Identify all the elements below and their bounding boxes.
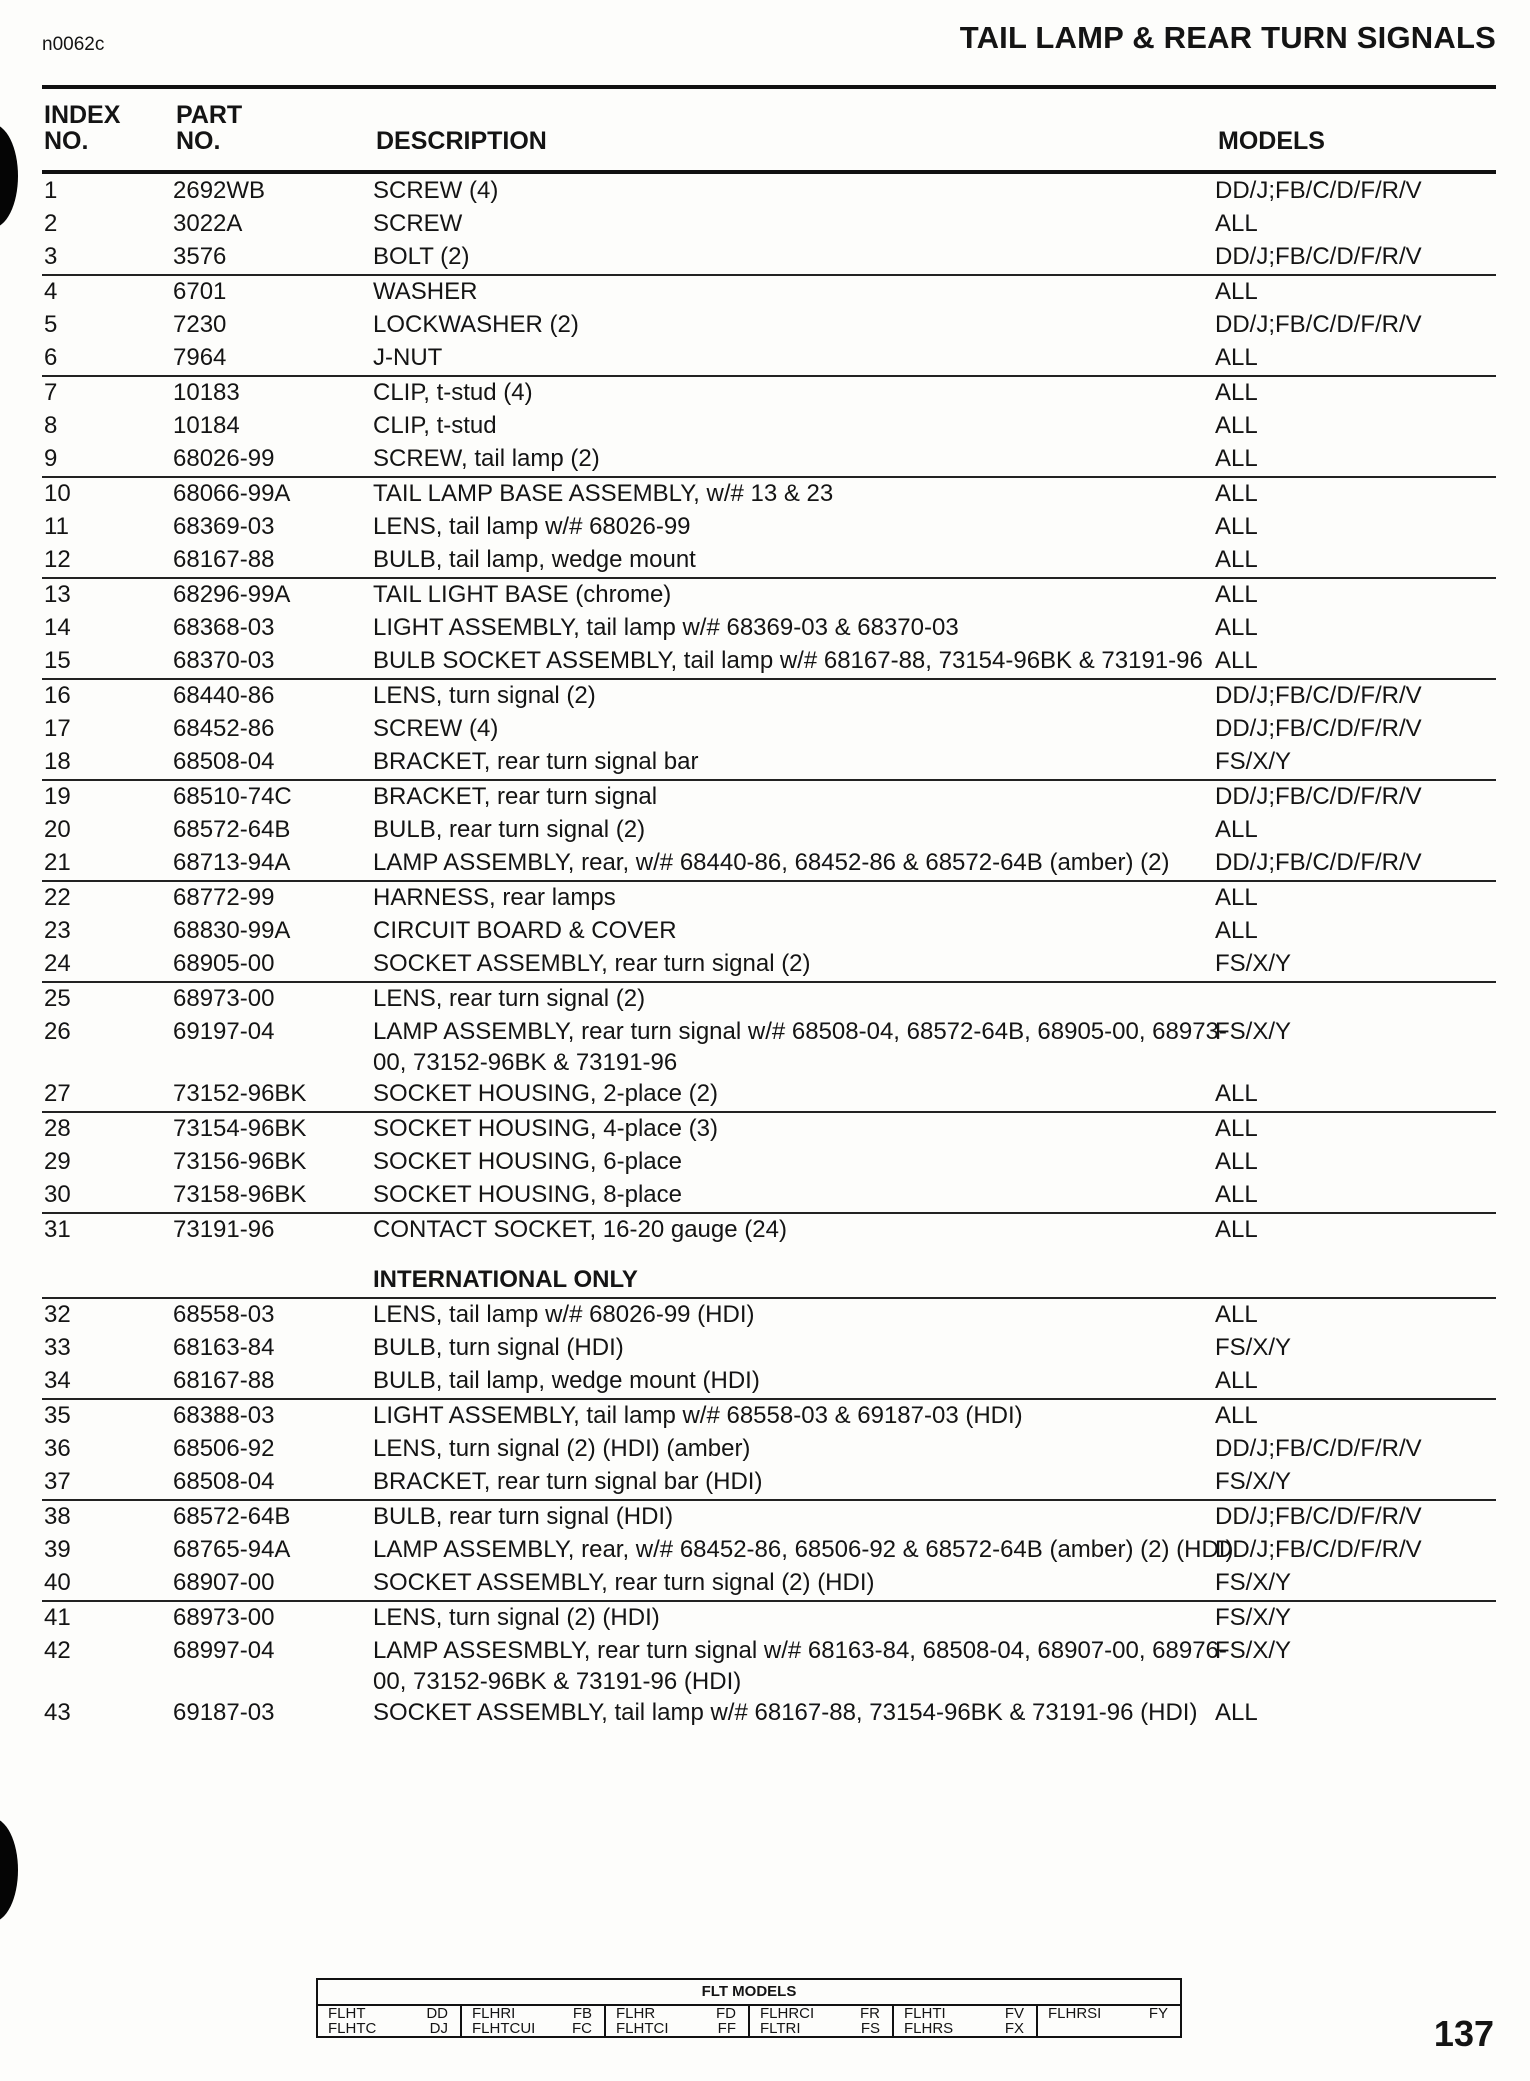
legend-model-name: FLHTI: [904, 2005, 946, 2022]
models: FS/X/Y: [1215, 748, 1292, 775]
description: CIRCUIT BOARD & COVER: [373, 917, 677, 944]
description: J-NUT: [373, 344, 443, 371]
part-no: 10184: [173, 412, 240, 439]
flt-models-legend: [316, 1978, 1182, 2038]
description: CLIP, t-stud: [373, 412, 497, 439]
description: SCREW, tail lamp (2): [373, 445, 600, 472]
index-no: 30: [44, 1181, 71, 1208]
part-no: 73154-96BK: [173, 1115, 307, 1142]
part-no: 3022A: [173, 210, 243, 237]
table-row: [42, 476, 1496, 511]
part-no: 68066-99A: [173, 480, 291, 507]
index-no: 41: [44, 1604, 71, 1631]
legend-model-code: FX: [1004, 2020, 1024, 2037]
col-description-header: DESCRIPTION: [376, 127, 547, 155]
index-no: 32: [44, 1301, 71, 1328]
part-no: 7230: [173, 311, 227, 338]
models: DD/J;FB/C/D/F/R/V: [1215, 1435, 1422, 1462]
table-row: [42, 1111, 1496, 1146]
description: LAMP ASSEMBLY, rear turn signal w/# 68508-04, 68572-64B, 68905-00, 68973-00, 73152-96BK & 73191-96: [373, 1018, 1227, 1076]
legend-model-code: FB: [572, 2005, 592, 2022]
legend-model-code: DD: [426, 2005, 448, 2022]
description: LAMP ASSESMBLY, rear turn signal w/# 68163-84, 68508-04, 68907-00, 68976-00, 73152-96BK & 73191-96 (HDI): [373, 1637, 1227, 1695]
models: FS/X/Y: [1215, 1569, 1292, 1596]
index-no: 7: [44, 379, 58, 406]
header-rule: [42, 170, 1496, 174]
index-no: 12: [44, 546, 71, 573]
table-row: [42, 1332, 1496, 1365]
models: ALL: [1215, 581, 1258, 608]
table-row: [42, 1146, 1496, 1179]
part-no: 68370-03: [173, 647, 275, 674]
description: SOCKET HOUSING, 6-place: [373, 1148, 682, 1175]
part-no: 68907-00: [173, 1569, 275, 1596]
index-no: 29: [44, 1148, 71, 1175]
table-row: [42, 1433, 1496, 1466]
legend-model-name: FLTRI: [760, 2020, 801, 2037]
index-no: 22: [44, 884, 71, 911]
legend-cell: [892, 2006, 1036, 2038]
description: TAIL LIGHT BASE (chrome): [373, 581, 672, 608]
binder-hole-top: [0, 124, 18, 228]
description: BRACKET, rear turn signal: [373, 783, 658, 810]
part-no: 73156-96BK: [173, 1148, 307, 1175]
table-row: [42, 342, 1496, 375]
index-no: 26: [44, 1018, 71, 1045]
legend-model-name: FLHRS: [904, 2020, 954, 2037]
table-row: [42, 1635, 1496, 1697]
part-no: 68167-88: [173, 546, 275, 573]
table-row: [42, 1600, 1496, 1635]
table-row: [42, 645, 1496, 678]
part-no: 2692WB: [173, 177, 266, 204]
models: ALL: [1215, 1216, 1258, 1243]
table-row: [42, 1567, 1496, 1600]
models: FS/X/Y: [1215, 1468, 1292, 1495]
part-no: 68508-04: [173, 748, 275, 775]
description: LAMP ASSEMBLY, rear, w/# 68440-86, 68452-86 & 68572-64B (amber) (2): [373, 849, 1170, 876]
models: ALL: [1215, 884, 1258, 911]
index-no: 20: [44, 816, 71, 843]
table-row: [42, 309, 1496, 342]
description: WASHER: [373, 278, 478, 305]
legend-cell: [1036, 2006, 1180, 2038]
table-row: [42, 443, 1496, 476]
index-no: 14: [44, 614, 71, 641]
part-no: 68997-04: [173, 1637, 275, 1664]
legend-model-code: FV: [1004, 2005, 1024, 2022]
models: FS/X/Y: [1215, 1018, 1292, 1045]
part-no: 68558-03: [173, 1301, 275, 1328]
description: SCREW (4): [373, 177, 499, 204]
description: CLIP, t-stud (4): [373, 379, 533, 406]
part-no: 68830-99A: [173, 917, 291, 944]
index-no: 43: [44, 1699, 71, 1726]
models: ALL: [1215, 1699, 1258, 1726]
part-no: 73152-96BK: [173, 1080, 307, 1107]
table-row: [42, 746, 1496, 779]
index-no: 5: [44, 311, 58, 338]
description: TAIL LAMP BASE ASSEMBLY, w/# 13 & 23: [373, 480, 834, 507]
models: DD/J;FB/C/D/F/R/V: [1215, 1503, 1422, 1530]
index-no: 21: [44, 849, 71, 876]
index-no: 27: [44, 1080, 71, 1107]
models: ALL: [1215, 1301, 1258, 1328]
legend-model-name: FLHRI: [472, 2005, 516, 2022]
description: SOCKET ASSEMBLY, rear turn signal (2) (HDI): [373, 1569, 875, 1596]
models: ALL: [1215, 1148, 1258, 1175]
section-title: INTERNATIONAL ONLY: [373, 1266, 638, 1293]
part-no: 69187-03: [173, 1699, 275, 1726]
legend-model-code: FR: [860, 2005, 880, 2022]
models: DD/J;FB/C/D/F/R/V: [1215, 243, 1422, 270]
description: LENS, turn signal (2) (HDI) (amber): [373, 1435, 751, 1462]
models: ALL: [1215, 278, 1258, 305]
legend-model-name: FLHT: [328, 2005, 366, 2022]
part-no: 68510-74C: [173, 783, 292, 810]
index-no: 37: [44, 1468, 71, 1495]
description: LIGHT ASSEMBLY, tail lamp w/# 68369-03 & 68370-03: [373, 614, 959, 641]
table-row: [42, 1179, 1496, 1212]
description: BRACKET, rear turn signal bar: [373, 748, 699, 775]
part-no: 68368-03: [173, 614, 275, 641]
models: ALL: [1215, 1402, 1258, 1429]
index-no: 15: [44, 647, 71, 674]
models: DD/J;FB/C/D/F/R/V: [1215, 849, 1422, 876]
index-no: 34: [44, 1367, 71, 1394]
models: ALL: [1215, 1115, 1258, 1142]
parts-table-body: [42, 175, 1496, 1730]
models: FS/X/Y: [1215, 1604, 1292, 1631]
legend-cell: [318, 2006, 460, 2038]
part-no: 68167-88: [173, 1367, 275, 1394]
description: LENS, turn signal (2): [373, 682, 596, 709]
index-no: 28: [44, 1115, 71, 1142]
table-row: [42, 981, 1496, 1016]
col-index-header: INDEX NO.: [44, 101, 121, 155]
models: FS/X/Y: [1215, 1334, 1292, 1361]
table-row: [42, 241, 1496, 274]
models: ALL: [1215, 614, 1258, 641]
legend-cell: [748, 2006, 892, 2038]
page-code: n0062c: [42, 34, 105, 55]
legend-model-code: FS: [860, 2020, 880, 2037]
legend-model-code: FC: [572, 2020, 592, 2037]
table-row: [42, 577, 1496, 612]
legend-model-name: FLHR: [616, 2005, 656, 2022]
legend-model-name: FLHTCUI: [472, 2020, 536, 2037]
models: ALL: [1215, 210, 1258, 237]
part-no: 69197-04: [173, 1018, 275, 1045]
index-no: 10: [44, 480, 71, 507]
table-row: [42, 511, 1496, 544]
description: CONTACT SOCKET, 16-20 gauge (24): [373, 1216, 787, 1243]
table-row: [42, 1534, 1496, 1567]
description: BULB, tail lamp, wedge mount (HDI): [373, 1367, 760, 1394]
table-row: [42, 779, 1496, 814]
models: ALL: [1215, 546, 1258, 573]
index-no: 39: [44, 1536, 71, 1563]
table-row: [42, 175, 1496, 208]
models: ALL: [1215, 1181, 1258, 1208]
legend-cell: [604, 2006, 748, 2038]
table-row: [42, 1365, 1496, 1398]
models: FS/X/Y: [1215, 1637, 1292, 1664]
models: DD/J;FB/C/D/F/R/V: [1215, 311, 1422, 338]
description: SOCKET HOUSING, 8-place: [373, 1181, 682, 1208]
binder-hole-bottom: [0, 1818, 18, 1922]
legend-cells: [318, 2006, 1180, 2038]
table-row: [42, 612, 1496, 645]
models: ALL: [1215, 816, 1258, 843]
part-no: 68452-86: [173, 715, 275, 742]
part-no: 68973-00: [173, 1604, 275, 1631]
part-no: 68508-04: [173, 1468, 275, 1495]
table-row: [42, 1297, 1496, 1332]
description: HARNESS, rear lamps: [373, 884, 616, 911]
description: LENS, rear turn signal (2): [373, 985, 646, 1012]
description: LAMP ASSEMBLY, rear, w/# 68452-86, 68506-92 & 68572-64B (amber) (2) (HDI): [373, 1536, 1234, 1563]
index-no: 3: [44, 243, 58, 270]
page-number: 137: [1433, 2013, 1494, 2054]
part-no: 68026-99: [173, 445, 275, 472]
description: SOCKET ASSEMBLY, tail lamp w/# 68167-88, 73154-96BK & 73191-96 (HDI): [373, 1699, 1198, 1726]
description: SCREW (4): [373, 715, 499, 742]
models: DD/J;FB/C/D/F/R/V: [1215, 783, 1422, 810]
models: DD/J;FB/C/D/F/R/V: [1215, 715, 1422, 742]
part-no: 6701: [173, 278, 227, 305]
part-no: 68296-99A: [173, 581, 291, 608]
description: BULB, rear turn signal (2): [373, 816, 646, 843]
legend-cell: [460, 2006, 604, 2038]
index-no: 38: [44, 1503, 71, 1530]
models: ALL: [1215, 344, 1258, 371]
part-no: 68572-64B: [173, 1503, 291, 1530]
part-no: 68388-03: [173, 1402, 275, 1429]
part-no: 10183: [173, 379, 240, 406]
index-no: 33: [44, 1334, 71, 1361]
index-no: 24: [44, 950, 71, 977]
part-no: 3576: [173, 243, 227, 270]
index-no: 18: [44, 748, 71, 775]
description: SCREW: [373, 210, 463, 237]
models: ALL: [1215, 445, 1258, 472]
part-no: 73158-96BK: [173, 1181, 307, 1208]
description: BRACKET, rear turn signal bar (HDI): [373, 1468, 763, 1495]
description: LOCKWASHER (2): [373, 311, 579, 338]
table-row: [42, 208, 1496, 241]
description: BULB, tail lamp, wedge mount: [373, 546, 696, 573]
description: SOCKET HOUSING, 4-place (3): [373, 1115, 718, 1142]
index-no: 16: [44, 682, 71, 709]
table-row: [42, 880, 1496, 915]
table-row: [42, 915, 1496, 948]
table-row: [42, 1212, 1496, 1247]
models: ALL: [1215, 513, 1258, 540]
table-row: [42, 544, 1496, 577]
legend-model-code: DJ: [429, 2020, 448, 2037]
models: ALL: [1215, 1367, 1258, 1394]
index-no: 4: [44, 278, 58, 305]
table-row: [42, 274, 1496, 309]
col-models-header: MODELS: [1218, 127, 1325, 155]
table-row: [42, 713, 1496, 746]
legend-title: FLT MODELS: [318, 1980, 1180, 2006]
index-no: 42: [44, 1637, 71, 1664]
models: ALL: [1215, 412, 1258, 439]
legend-model-name: FLHRCI: [760, 2005, 815, 2022]
index-no: 40: [44, 1569, 71, 1596]
models: ALL: [1215, 1080, 1258, 1107]
index-no: 31: [44, 1216, 71, 1243]
index-no: 17: [44, 715, 71, 742]
models: DD/J;FB/C/D/F/R/V: [1215, 177, 1422, 204]
part-no: 68440-86: [173, 682, 275, 709]
description: BULB, rear turn signal (HDI): [373, 1503, 674, 1530]
table-row: [42, 1398, 1496, 1433]
description: SOCKET HOUSING, 2-place (2): [373, 1080, 718, 1107]
table-row: [42, 1016, 1496, 1078]
col-part-header: PART NO.: [176, 101, 243, 155]
table-row: [42, 1697, 1496, 1730]
table-row: [42, 1078, 1496, 1111]
part-no: 68572-64B: [173, 816, 291, 843]
description: BULB, turn signal (HDI): [373, 1334, 624, 1361]
part-no: 7964: [173, 344, 227, 371]
index-no: 2: [44, 210, 58, 237]
description: BOLT (2): [373, 243, 470, 270]
section-heading: [42, 1264, 1496, 1297]
index-no: 9: [44, 445, 58, 472]
legend-model-code: FD: [716, 2005, 736, 2022]
index-no: 11: [44, 513, 69, 540]
table-row: [42, 847, 1496, 880]
part-no: 68369-03: [173, 513, 275, 540]
description: SOCKET ASSEMBLY, rear turn signal (2): [373, 950, 811, 977]
table-header: [42, 98, 1496, 170]
description: LENS, turn signal (2) (HDI): [373, 1604, 660, 1631]
part-no: 68163-84: [173, 1334, 275, 1361]
models: DD/J;FB/C/D/F/R/V: [1215, 1536, 1422, 1563]
index-no: 8: [44, 412, 58, 439]
part-no: 68765-94A: [173, 1536, 291, 1563]
table-row: [42, 1499, 1496, 1534]
models: ALL: [1215, 647, 1258, 674]
models: ALL: [1215, 379, 1258, 406]
index-no: 19: [44, 783, 71, 810]
legend-model-name: FLHRSI: [1048, 2005, 1102, 2022]
models: ALL: [1215, 480, 1258, 507]
description: LIGHT ASSEMBLY, tail lamp w/# 68558-03 & 69187-03 (HDI): [373, 1402, 1023, 1429]
part-no: 68973-00: [173, 985, 275, 1012]
legend-model-code: FF: [717, 2020, 736, 2037]
models: ALL: [1215, 917, 1258, 944]
table-row: [42, 948, 1496, 981]
index-no: 35: [44, 1402, 71, 1429]
legend-model-code: FY: [1148, 2005, 1168, 2022]
part-no: 68905-00: [173, 950, 275, 977]
index-no: 36: [44, 1435, 71, 1462]
table-row: [42, 678, 1496, 713]
part-no: 73191-96: [173, 1216, 275, 1243]
legend-model-name: FLHTC: [328, 2020, 377, 2037]
index-no: 23: [44, 917, 71, 944]
table-row: [42, 814, 1496, 847]
description: LENS, tail lamp w/# 68026-99 (HDI): [373, 1301, 755, 1328]
top-rule: [42, 85, 1496, 89]
models: FS/X/Y: [1215, 950, 1292, 977]
table-row: [42, 1466, 1496, 1499]
index-no: 25: [44, 985, 71, 1012]
part-no: 68772-99: [173, 884, 275, 911]
description: BULB SOCKET ASSEMBLY, tail lamp w/# 68167-88, 73154-96BK & 73191-96: [373, 647, 1203, 674]
index-no: 13: [44, 581, 71, 608]
description: LENS, tail lamp w/# 68026-99: [373, 513, 691, 540]
part-no: 68506-92: [173, 1435, 275, 1462]
table-row: [42, 375, 1496, 410]
page-title: TAIL LAMP & REAR TURN SIGNALS: [959, 20, 1496, 55]
index-no: 1: [44, 177, 58, 204]
legend-model-name: FLHTCI: [616, 2020, 669, 2037]
table-row: [42, 410, 1496, 443]
index-no: 6: [44, 344, 58, 371]
part-no: 68713-94A: [173, 849, 291, 876]
models: DD/J;FB/C/D/F/R/V: [1215, 682, 1422, 709]
